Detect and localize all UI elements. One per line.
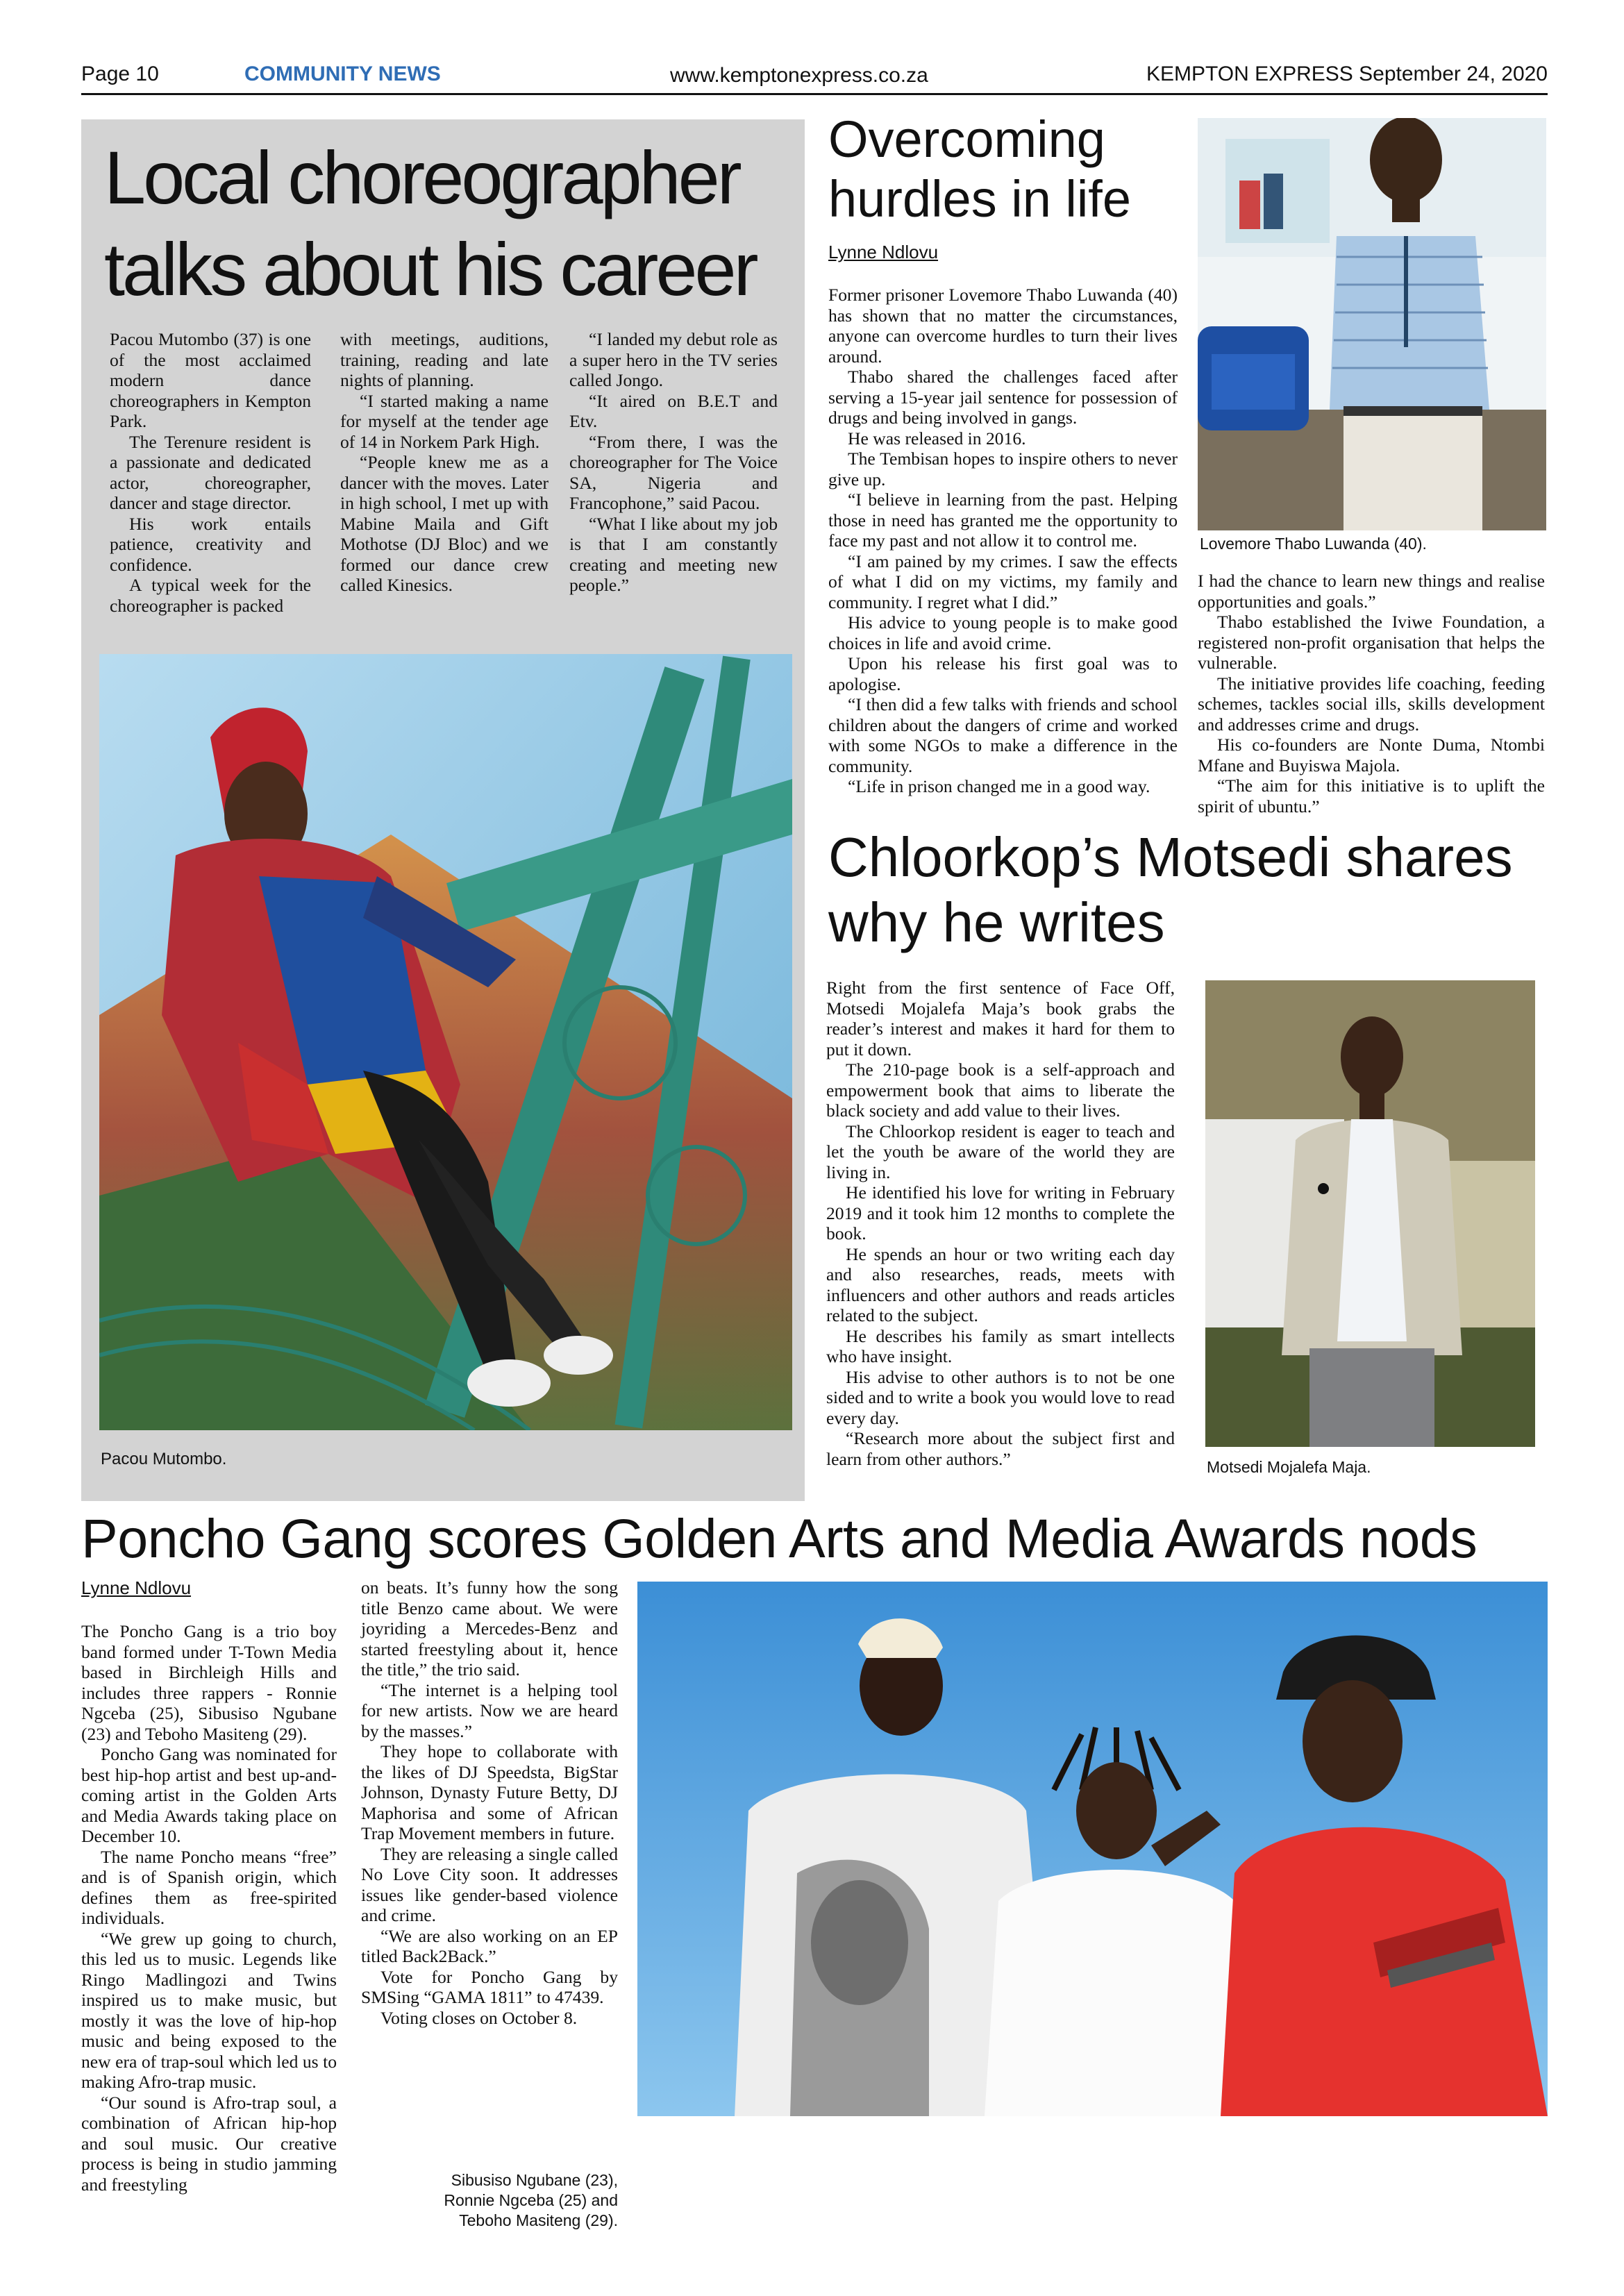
paragraph: “Our sound is Afro-trap soul, a combination of African hip-hop and soul music. Our creative process is being in studio jamming and freestyling — [81, 2092, 337, 2195]
choreographer-headline: Local choreographer talks about his career — [104, 135, 756, 311]
paragraph: “We are also working on an EP titled Back2Back.” — [361, 1925, 618, 1966]
paragraph: Voting closes on October 8. — [380, 2007, 578, 2028]
paragraph: His work entails patience, creativity and confidence. — [110, 513, 311, 575]
paragraph: Thabo established the Iviwe Foundation, a registered non-profit organisation that helps the vulnerable. — [1198, 612, 1545, 673]
paragraph: The Chloorkop resident is eager to teach and let the youth be aware of the world they are living in. — [826, 1121, 1175, 1182]
paragraph: Poncho Gang was nominated for best hip-hop artist and best up-and-coming artist in the Golden Arts and Media Awards taking place on December 10. — [81, 1744, 337, 1846]
poncho-column-1 — [81, 1621, 337, 2195]
poncho-gang-photo-caption: Sibusiso Ngubane (23), Ronnie Ngceba (25) and Teboho Masiteng (29). — [444, 2171, 618, 2229]
paragraph: He was released in 2016. — [848, 428, 1026, 449]
chloorkop-column-1 — [826, 978, 1175, 1469]
paragraph: His advise to other authors is to not be one sided and to write a book you would love to read every day. — [826, 1366, 1175, 1428]
motsedi-photo-caption: Motsedi Mojalefa Maja. — [1207, 1458, 1371, 1476]
paragraph: Vote for Poncho Gang by SMSing “GAMA 1811” to 47439. — [361, 1966, 618, 2007]
lovemore-photo — [1198, 118, 1546, 530]
overcoming-byline: Lynne Ndlovu — [828, 242, 939, 262]
paragraph: The Poncho Gang is a trio boy band formed under T-Town Media based in Birchleigh Hills and includes three rappers - Ronnie Ngceba (25), Sibusiso Ngubane (23) and Teboho Masiteng (29). — [81, 1621, 337, 1744]
paragraph: Thabo shared the challenges faced after serving a 15-year jail sentence for possession of drugs and being involved in gangs. — [828, 367, 1178, 428]
lovemore-photo-caption: Lovemore Thabo Luwanda (40). — [1200, 535, 1427, 553]
paragraph: Right from the first sentence of Face Off, Motsedi Mojalefa Maja’s book grabs the reader’s interest and makes it hard for them to put it down. — [826, 978, 1175, 1059]
paragraph: Former prisoner Lovemore Thabo Luwanda (40) has shown that no matter the circumstances, anyone can overcome hurdles to turn their lives around. — [828, 285, 1178, 367]
overcoming-column-2 — [1198, 571, 1545, 816]
overcoming-headline: Overcoming hurdles in life — [828, 110, 1132, 228]
paragraph: I had the chance to learn new things and realise opportunities and goals.” — [1198, 571, 1545, 612]
paragraph: The Terenure resident is a passionate and dedicated actor, choreographer, dancer and stage director. — [110, 431, 311, 513]
motsedi-photo — [1205, 980, 1535, 1447]
paragraph: He describes his family as smart intellects who have insight. — [826, 1325, 1175, 1366]
poncho-headline: Poncho Gang scores Golden Arts and Media Awards nods — [81, 1507, 1477, 1569]
paragraph: “We grew up going to church, this led us to music. Legends like Ringo Madlingozi and Twins inspired us to make music, but mostly it was the love of hip-hop music and being exposed to the new era of trap-soul which led us to making Afro-trap music. — [81, 1928, 337, 2092]
website-url[interactable]: www.kemptonexpress.co.za — [670, 64, 928, 87]
paragraph: with meetings, auditions, training, reading and late nights of planning. — [340, 329, 549, 390]
paragraph: “The aim for this initiative is to uplift the spirit of ubuntu.” — [1198, 776, 1545, 816]
paragraph: “People knew me as a dancer with the moves. Later in high school, I met up with Mabine Maila and Gift Mothotse (DJ Bloc) and we formed our dance crew called Kinesics. — [340, 452, 549, 595]
paragraph: “I am pained by my crimes. I saw the effects of what I did on my victims, my family and community. I regret what I did.” — [828, 551, 1178, 612]
poncho-gang-photo — [637, 1582, 1548, 2116]
paragraph: “I landed my debut role as a super hero in the TV series called Jongo. — [569, 329, 778, 390]
paragraph: Pacou Mutombo (37) is one of the most acclaimed modern dance choreographers in Kempton Park. — [110, 329, 311, 431]
choreographer-column-3 — [569, 329, 778, 596]
paragraph: on beats. It’s funny how the song title Benzo came about. We were joyriding a Mercedes-Benz and started freestyling about it, hence the title,” the trio said. — [361, 1577, 618, 1679]
overcoming-column-1 — [828, 285, 1178, 797]
poncho-column-2 — [361, 1577, 618, 2028]
paragraph: He spends an hour or two writing each day and also researches, reads, meets with influencers and other authors and reads articles related to the subject. — [826, 1243, 1175, 1325]
section-label: COMMUNITY NEWS — [244, 62, 441, 85]
paragraph: “I believe in learning from the past. Helping those in need has granted me the opportunity to face my past and not allow it to control me. — [828, 489, 1178, 551]
poncho-byline: Lynne Ndlovu — [81, 1577, 192, 1598]
page-number: Page 10 — [81, 62, 159, 85]
paragraph: They are releasing a single called No Love City soon. It addresses issues like gender-based violence and crime. — [361, 1843, 618, 1925]
paragraph: “What I like about my job is that I am constantly creating and meeting new people.” — [569, 513, 778, 595]
paragraph: Upon his release his first goal was to apologise. — [828, 653, 1178, 694]
paragraph: The initiative provides life coaching, feeding schemes, tackles social ills, skills development and addresses crime and drugs. — [1198, 673, 1545, 735]
chloorkop-headline: Chloorkop’s Motsedi shares why he writes — [828, 826, 1513, 953]
paragraph: A typical week for the choreographer is packed — [110, 575, 311, 616]
paragraph: “I then did a few talks with friends and school children about the dangers of crime and worked with some NGOs to make a difference in the community. — [828, 694, 1178, 776]
choreographer-column-1 — [110, 329, 311, 616]
paragraph: The name Poncho means “free” and is of Spanish origin, which defines them as free-spirited individuals. — [81, 1846, 337, 1928]
paragraph: He identified his love for writing in February 2019 and it took him 12 months to complete the book. — [826, 1182, 1175, 1243]
paragraph: “It aired on B.E.T and Etv. — [569, 390, 778, 431]
header-rule — [81, 93, 1548, 95]
paragraph: His co-founders are Nonte Duma, Ntombi Mfane and Buyiswa Majola. — [1198, 735, 1545, 776]
paper-name-date: KEMPTON EXPRESS September 24, 2020 — [1146, 62, 1548, 85]
paragraph: The 210-page book is a self-approach and empowerment book that aims to liberate the black society and add value to their lives. — [826, 1059, 1175, 1121]
paragraph: “Research more about the subject first and learn from other authors.” — [826, 1428, 1175, 1469]
paragraph: The Tembisan hopes to inspire others to never give up. — [828, 449, 1178, 489]
paragraph: “I started making a name for myself at the tender age of 14 in Norkem Park High. — [340, 390, 549, 452]
paragraph: “Life in prison changed me in a good way. — [848, 776, 1150, 796]
paragraph: They hope to collaborate with the likes of DJ Speedsta, BigStar Johnson, Dynasty Future Betty, DJ Maphorisa and some of African Trap Movement members in future. — [361, 1741, 618, 1843]
choreographer-photo-caption: Pacou Mutombo. — [101, 1450, 227, 1468]
paragraph: “The internet is a helping tool for new artists. Now we are heard by the masses.” — [361, 1679, 618, 1741]
paragraph: His advice to young people is to make good choices in life and avoid crime. — [828, 612, 1178, 653]
paragraph: “From there, I was the choreographer for The Voice SA, Nigeria and Francophone,” said Pacou. — [569, 431, 778, 513]
choreographer-column-2 — [340, 329, 549, 596]
choreographer-photo — [99, 654, 792, 1430]
